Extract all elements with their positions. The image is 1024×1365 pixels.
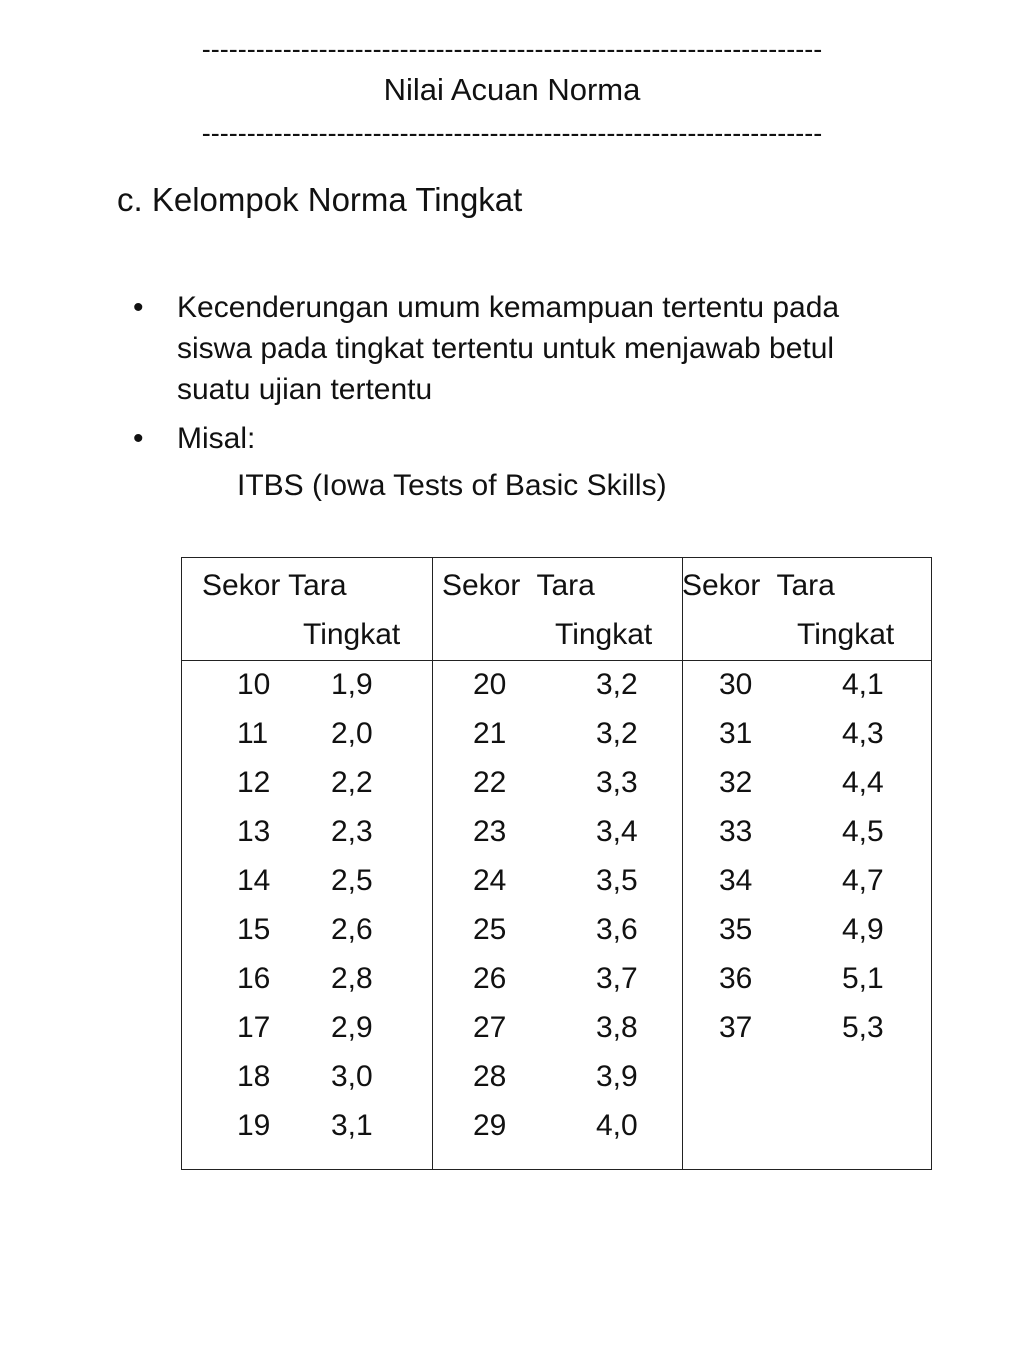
page-header-title: Nilai Acuan Norma	[383, 72, 641, 107]
grade-cell: 4,1	[842, 668, 884, 701]
grade-cell: 3,8	[596, 1011, 638, 1044]
top-dashed-rule: ---------------------------------------------------------------------	[201, 34, 823, 64]
score-cell: 20	[473, 668, 507, 701]
grade-cell: 3,9	[596, 1060, 638, 1093]
score-cell: 18	[237, 1060, 271, 1093]
bullet-text-definition	[177, 287, 957, 410]
grade-cell: 2,9	[331, 1011, 373, 1044]
score-cell: 25	[473, 913, 507, 946]
score-cell: 27	[473, 1011, 507, 1044]
grade-cell: 5,1	[842, 962, 884, 995]
score-cell: 10	[237, 668, 271, 701]
bullet-line: suatu ujian tertentu	[177, 373, 433, 406]
grade-cell: 2,5	[331, 864, 373, 897]
score-cell: 36	[719, 962, 753, 995]
grade-cell: 4,3	[842, 717, 884, 750]
column-divider	[432, 558, 433, 1169]
score-cell: 37	[719, 1011, 753, 1044]
grade-cell: 3,0	[331, 1060, 373, 1093]
score-cell: 12	[237, 766, 271, 799]
table-header-grade: Tingkat	[303, 618, 401, 651]
grade-cell: 4,9	[842, 913, 884, 946]
grade-cell: 3,6	[596, 913, 638, 946]
grade-cell: 4,0	[596, 1109, 638, 1142]
score-cell: 33	[719, 815, 753, 848]
score-cell: 34	[719, 864, 753, 897]
table-header-score: Sekor Tara	[202, 569, 347, 602]
bullet-text-example-label	[177, 418, 957, 459]
grade-cell: 5,3	[842, 1011, 884, 1044]
score-cell: 19	[237, 1109, 271, 1142]
bullet-marker: •	[133, 422, 144, 455]
grade-cell: 3,3	[596, 766, 638, 799]
grade-cell: 2,2	[331, 766, 373, 799]
score-cell: 23	[473, 815, 507, 848]
score-cell: 21	[473, 717, 507, 750]
grade-cell: 2,0	[331, 717, 373, 750]
score-cell: 29	[473, 1109, 507, 1142]
score-cell: 30	[719, 668, 753, 701]
section-heading: c. Kelompok Norma Tingkat	[117, 181, 523, 218]
score-cell: 14	[237, 864, 271, 897]
grade-cell: 2,3	[331, 815, 373, 848]
score-cell: 32	[719, 766, 753, 799]
score-cell: 16	[237, 962, 271, 995]
score-cell: 35	[719, 913, 753, 946]
grade-cell: 3,7	[596, 962, 638, 995]
bullet-line: Misal:	[177, 422, 256, 455]
column-divider	[682, 558, 683, 1169]
grade-cell: 4,5	[842, 815, 884, 848]
bullet-line: Kecenderungan umum kemampuan tertentu pada	[177, 291, 840, 324]
bullet-marker: •	[133, 291, 144, 324]
score-cell: 24	[473, 864, 507, 897]
grade-cell: 4,7	[842, 864, 884, 897]
score-cell: 15	[237, 913, 271, 946]
score-cell: 13	[237, 815, 271, 848]
score-cell: 17	[237, 1011, 271, 1044]
header-divider	[182, 660, 931, 661]
score-cell: 31	[719, 717, 753, 750]
grade-cell: 3,2	[596, 717, 638, 750]
grade-cell: 1,9	[331, 668, 373, 701]
table-header-grade: Tingkat	[797, 618, 895, 651]
score-cell: 28	[473, 1060, 507, 1093]
bottom-dashed-rule: ---------------------------------------------------------------------	[201, 118, 823, 148]
grade-cell: 4,4	[842, 766, 884, 799]
grade-cell: 3,5	[596, 864, 638, 897]
grade-cell: 3,1	[331, 1109, 373, 1142]
grade-cell: 2,6	[331, 913, 373, 946]
example-test-name: ITBS (Iowa Tests of Basic Skills)	[237, 469, 667, 502]
table-header-score: Sekor Tara	[682, 569, 835, 602]
table-header-score: Sekor Tara	[442, 569, 595, 602]
norm-table	[181, 557, 932, 1170]
score-cell: 22	[473, 766, 507, 799]
grade-cell: 3,2	[596, 668, 638, 701]
grade-cell: 3,4	[596, 815, 638, 848]
bullet-line: siswa pada tingkat tertentu untuk menjawab betul	[177, 332, 835, 365]
score-cell: 26	[473, 962, 507, 995]
table-header-grade: Tingkat	[555, 618, 653, 651]
score-cell: 11	[237, 717, 269, 750]
grade-cell: 2,8	[331, 962, 373, 995]
